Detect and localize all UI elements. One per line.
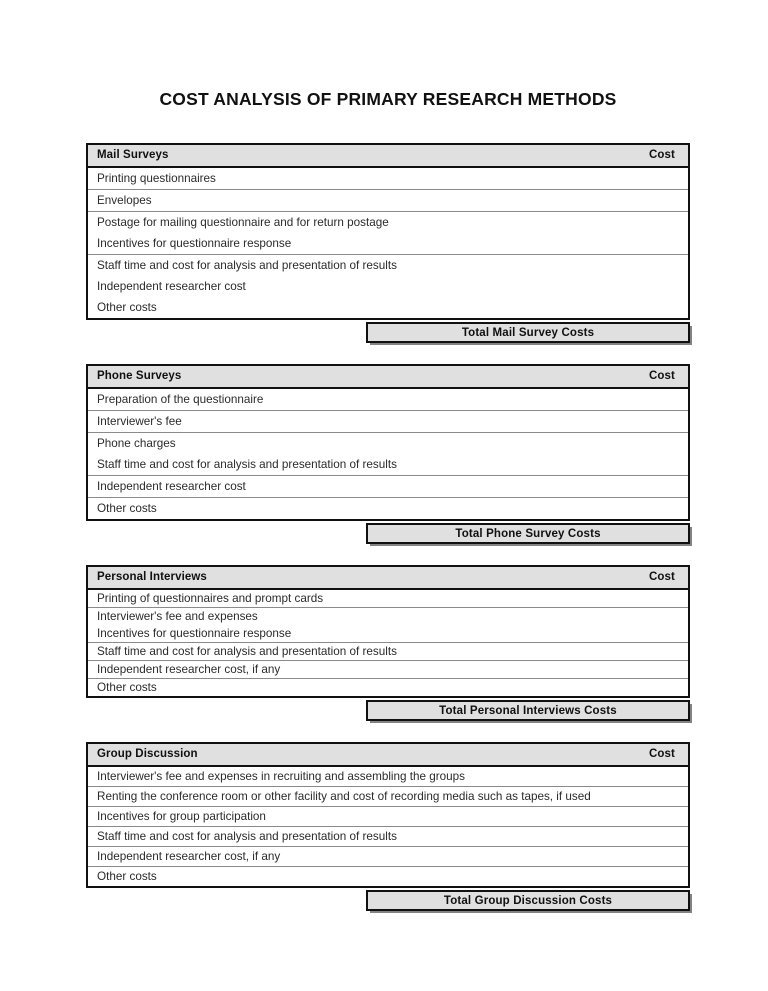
table-row-group <box>88 389 688 411</box>
table-body-personal-interviews <box>86 565 690 698</box>
table-row-group <box>88 255 688 318</box>
cost-line-item[interactable]: Interviewer's fee and expenses <box>97 610 258 623</box>
table-row-group <box>88 807 688 827</box>
table-header-cost-label: Cost <box>649 149 675 161</box>
table-row-group <box>88 190 688 212</box>
table-row-group <box>88 433 688 476</box>
cost-line-item[interactable]: Printing of questionnaires and prompt cards <box>97 592 324 605</box>
total-label: Total Phone Survey Costs <box>455 527 601 540</box>
cost-line-item[interactable]: Staff time and cost for analysis and presentation of results <box>97 830 397 843</box>
table-row-group <box>88 608 688 643</box>
cost-line-item[interactable]: Independent researcher cost, if any <box>97 850 281 863</box>
table-body-phone-surveys <box>86 364 690 521</box>
table-header-title: Group Discussion <box>97 748 198 760</box>
table-row-group <box>88 847 688 867</box>
cost-line-item[interactable]: Incentives for group participation <box>97 810 266 823</box>
table-row-group <box>88 661 688 679</box>
cost-line-item[interactable]: Other costs <box>97 301 157 314</box>
cost-line-item[interactable]: Postage for mailing questionnaire and for return postage <box>97 216 389 229</box>
table-header-title: Personal Interviews <box>97 571 207 583</box>
total-label: Total Mail Survey Costs <box>461 326 595 339</box>
table-row-group <box>88 643 688 661</box>
cost-line-item[interactable]: Other costs <box>97 502 157 515</box>
table-row-group <box>88 590 688 608</box>
cost-line-item[interactable]: Other costs <box>97 681 157 694</box>
total-row-personal-interviews <box>366 700 690 721</box>
total-row-mail-surveys <box>366 322 690 343</box>
cost-line-item[interactable]: Interviewer's fee <box>97 415 182 428</box>
total-bar <box>366 890 690 911</box>
table-row-group <box>88 867 688 886</box>
cost-line-item[interactable]: Interviewer's fee and expenses in recruiting and assembling the groups <box>97 770 466 783</box>
total-bar <box>366 322 690 343</box>
cost-line-item[interactable]: Renting the conference room or other facility and cost of recording media such as tapes, if used <box>97 790 591 803</box>
total-row-group-discussion <box>366 890 690 911</box>
table-body-mail-surveys <box>86 143 690 320</box>
table-row-group <box>88 212 688 255</box>
cost-line-item[interactable]: Other costs <box>97 870 157 883</box>
total-row-phone-surveys <box>366 523 690 544</box>
cost-line-item[interactable]: Independent researcher cost, if any <box>97 663 281 676</box>
cost-line-item[interactable]: Incentives for questionnaire response <box>97 627 292 640</box>
cost-table-group-discussion <box>86 742 690 911</box>
total-label: Total Personal Interviews Costs <box>439 704 617 717</box>
cost-line-item[interactable]: Printing questionnaires <box>97 172 216 185</box>
table-header-mail-surveys <box>88 145 688 168</box>
cost-line-item[interactable]: Envelopes <box>97 194 152 207</box>
cost-tables-container <box>0 143 768 911</box>
cost-table-phone-surveys <box>86 364 690 544</box>
table-row-group <box>88 411 688 433</box>
total-bar <box>366 700 690 721</box>
table-header-phone-surveys <box>88 366 688 389</box>
table-row-group <box>88 679 688 696</box>
table-row-group <box>88 476 688 498</box>
cost-line-item[interactable]: Independent researcher cost <box>97 280 246 293</box>
cost-line-item[interactable]: Incentives for questionnaire response <box>97 237 292 250</box>
page-title: COST ANALYSIS OF PRIMARY RESEARCH METHODS <box>159 89 617 109</box>
cost-table-personal-interviews <box>86 565 690 721</box>
cost-line-item[interactable]: Staff time and cost for analysis and presentation of results <box>97 458 397 471</box>
table-row-group <box>88 787 688 807</box>
cost-table-mail-surveys <box>86 143 690 343</box>
cost-line-item[interactable]: Preparation of the questionnaire <box>97 393 264 406</box>
cost-line-item[interactable]: Staff time and cost for analysis and presentation of results <box>97 259 397 272</box>
table-header-cost-label: Cost <box>649 370 675 382</box>
table-header-personal-interviews <box>88 567 688 590</box>
table-body-group-discussion <box>86 742 690 888</box>
cost-line-item[interactable]: Staff time and cost for analysis and presentation of results <box>97 645 397 658</box>
cost-line-item[interactable]: Phone charges <box>97 437 176 450</box>
total-label: Total Group Discussion Costs <box>443 894 613 907</box>
table-header-title: Mail Surveys <box>97 149 169 161</box>
table-row-group <box>88 827 688 847</box>
table-row-group <box>88 168 688 190</box>
table-header-group-discussion <box>88 744 688 767</box>
cost-line-item[interactable]: Independent researcher cost <box>97 480 246 493</box>
table-header-title: Phone Surveys <box>97 370 182 382</box>
table-header-cost-label: Cost <box>649 571 675 583</box>
table-row-group <box>88 767 688 787</box>
total-bar <box>366 523 690 544</box>
table-row-group <box>88 498 688 519</box>
table-header-cost-label: Cost <box>649 748 675 760</box>
